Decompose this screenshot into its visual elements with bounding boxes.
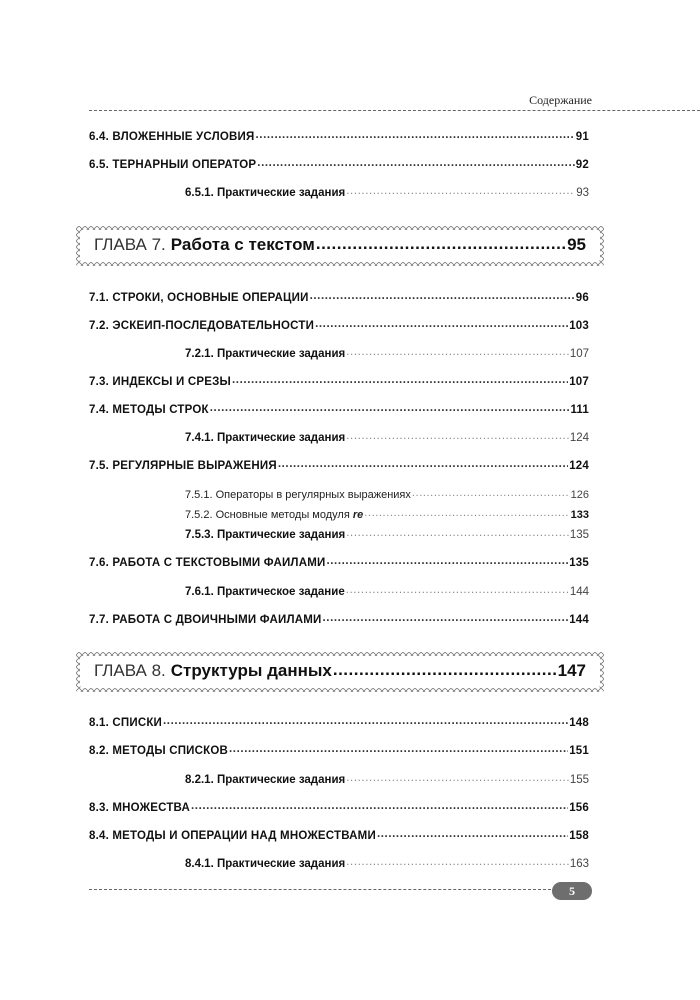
running-header-title: Содержание bbox=[529, 93, 592, 107]
toc-entry-title: 8.4. МЕТОДЫ И ОПЕРАЦИИ НАД МНОЖЕСТВАМИ bbox=[89, 830, 376, 842]
toc-entry-page: 126 bbox=[570, 489, 589, 501]
toc-entry-title: 7.3. ИНДЕКСЫ И СРЕЗЫ bbox=[89, 376, 232, 388]
toc-entry-7-5-3[interactable] bbox=[185, 529, 589, 541]
toc-entry-8-2-1[interactable] bbox=[185, 774, 589, 786]
toc-entry-title: 7.6.1. Практическое задание bbox=[185, 586, 345, 598]
toc-entry-title: 7.7. РАБОТА С ДВОИЧНЫМИ ФАЙЛАМИ bbox=[89, 614, 322, 626]
toc-entry-page: 133 bbox=[570, 509, 589, 521]
toc-entry-page: 92 bbox=[575, 159, 589, 171]
toc-entry-title-text: 7.5.2. Основные методы модуля bbox=[185, 509, 353, 521]
toc-entry-8-4-1[interactable] bbox=[185, 858, 589, 870]
toc-entry-page: 93 bbox=[576, 187, 589, 199]
toc-entry-7-5-2[interactable] bbox=[185, 509, 589, 521]
toc-entry-page: 144 bbox=[569, 586, 589, 598]
toc-entry-title: 6.5.1. Практические задания bbox=[185, 187, 346, 199]
toc-entry-title: 7.5.1. Операторы в регулярных выражениях bbox=[185, 489, 411, 501]
toc-entry-page: 135 bbox=[569, 529, 589, 541]
toc-entry-page: 107 bbox=[569, 376, 589, 388]
toc-entry-7-7[interactable] bbox=[89, 614, 589, 626]
dot-leader bbox=[278, 460, 568, 470]
toc-entry-title: 7.2.1. Практические задания bbox=[185, 348, 346, 360]
toc-entry-page: 107 bbox=[569, 348, 589, 360]
dot-leader bbox=[364, 509, 569, 519]
toc-entry-title: 7.1. СТРОКИ, ОСНОВНЫЕ ОПЕРАЦИИ bbox=[89, 292, 309, 304]
toc-entry-page: 91 bbox=[575, 131, 589, 143]
toc-entry-7-1[interactable] bbox=[89, 292, 589, 304]
toc-entry-title: 6.4. ВЛОЖЕННЫЕ УСЛОВИЯ bbox=[89, 131, 255, 143]
dot-leader bbox=[310, 292, 575, 302]
toc-entry-6-4[interactable] bbox=[89, 131, 589, 143]
toc-entry-7-2-1[interactable] bbox=[185, 348, 589, 360]
toc-entry-7-6[interactable] bbox=[89, 557, 589, 569]
dot-leader bbox=[163, 717, 568, 727]
toc-entry-title: 7.6. РАБОТА С ТЕКСТОВЫМИ ФАЙЛАМИ bbox=[89, 557, 326, 569]
dot-leader bbox=[315, 320, 568, 330]
toc-entry-page: 135 bbox=[569, 557, 589, 569]
module-name: re bbox=[352, 509, 364, 521]
dot-leader bbox=[316, 235, 566, 254]
chapter-7-banner[interactable] bbox=[76, 226, 604, 266]
toc-entry-7-2[interactable] bbox=[89, 320, 589, 332]
toc-entry-title: 8.2.1. Практические задания bbox=[185, 774, 346, 786]
chapter-name: Структуры данных bbox=[170, 661, 332, 680]
chapter-page: 95 bbox=[567, 235, 586, 254]
toc-entry-7-6-1[interactable] bbox=[185, 586, 589, 598]
dot-leader bbox=[346, 529, 569, 539]
chapter-page: 147 bbox=[557, 661, 586, 680]
dot-leader bbox=[412, 489, 570, 499]
toc-entry-title: 8.3. МНОЖЕСТВА bbox=[89, 802, 190, 814]
toc-entry-title: 6.5. ТЕРНАРНЫЙ ОПЕРАТОР bbox=[89, 159, 257, 171]
dot-leader bbox=[346, 774, 569, 784]
dot-leader bbox=[229, 745, 568, 755]
page-number-badge: 5 bbox=[552, 882, 592, 900]
toc-entry-title: 7.5. РЕГУЛЯРНЫЕ ВЫРАЖЕНИЯ bbox=[89, 460, 277, 472]
toc-entry-title: 8.4.1. Практические задания bbox=[185, 858, 346, 870]
dot-leader bbox=[191, 802, 568, 812]
toc-entry-8-2[interactable] bbox=[89, 745, 589, 757]
toc-entry-8-4[interactable] bbox=[89, 830, 589, 842]
toc-entry-8-1[interactable] bbox=[89, 717, 589, 729]
dot-leader bbox=[210, 404, 570, 414]
toc-entry-page: 124 bbox=[569, 432, 589, 444]
chapter-name: Работа с текстом bbox=[170, 235, 315, 254]
toc-entry-page: 151 bbox=[569, 745, 589, 757]
toc-entry-6-5[interactable] bbox=[89, 159, 589, 171]
toc-entry-page: 163 bbox=[569, 858, 589, 870]
toc-entry-title bbox=[185, 509, 363, 521]
dot-leader bbox=[333, 661, 557, 680]
toc-entry-7-5-1[interactable] bbox=[185, 489, 589, 501]
toc-entry-page: 158 bbox=[569, 830, 589, 842]
toc-entry-6-5-1[interactable] bbox=[185, 187, 589, 199]
toc-entry-page: 144 bbox=[569, 614, 589, 626]
toc-entry-7-3[interactable] bbox=[89, 376, 589, 388]
toc-entry-title: 8.1. СПИСКИ bbox=[89, 717, 163, 729]
dot-leader bbox=[346, 432, 569, 442]
toc-entry-page: 111 bbox=[570, 404, 589, 416]
chapter-label: ГЛАВА 8. bbox=[94, 661, 166, 680]
toc-entry-title: 7.2. ЭСКЕЙП-ПОСЛЕДОВАТЕЛЬНОСТИ bbox=[89, 320, 315, 332]
dot-leader bbox=[377, 830, 568, 840]
footer-divider bbox=[89, 889, 551, 890]
toc-entry-title: 7.5.3. Практические задания bbox=[185, 529, 346, 541]
toc-entry-title: 7.4.1. Практические задания bbox=[185, 432, 346, 444]
toc-entry-page: 148 bbox=[569, 717, 589, 729]
dot-leader bbox=[346, 348, 569, 358]
toc-entry-title: 7.4. МЕТОДЫ СТРОК bbox=[89, 404, 209, 416]
toc-entry-title: 8.2. МЕТОДЫ СПИСКОВ bbox=[89, 745, 229, 757]
toc-entry-page: 124 bbox=[569, 460, 589, 472]
toc-entry-7-5[interactable] bbox=[89, 460, 589, 472]
dot-leader bbox=[322, 614, 568, 624]
toc-entry-7-4[interactable] bbox=[89, 404, 589, 416]
dot-leader bbox=[257, 159, 575, 169]
toc-entry-page: 96 bbox=[575, 292, 589, 304]
toc-entry-page: 103 bbox=[569, 320, 589, 332]
dot-leader bbox=[346, 858, 569, 868]
toc-entry-8-3[interactable] bbox=[89, 802, 589, 814]
chapter-8-banner[interactable] bbox=[76, 652, 604, 692]
dot-leader bbox=[346, 586, 569, 596]
dot-leader bbox=[255, 131, 574, 141]
chapter-label: ГЛАВА 7. bbox=[94, 235, 166, 254]
dot-leader bbox=[346, 187, 575, 197]
dot-leader bbox=[232, 376, 568, 386]
toc-entry-page: 156 bbox=[569, 802, 589, 814]
dot-leader bbox=[326, 557, 568, 567]
toc-entry-7-4-1[interactable] bbox=[185, 432, 589, 444]
toc-entry-page: 155 bbox=[569, 774, 589, 786]
